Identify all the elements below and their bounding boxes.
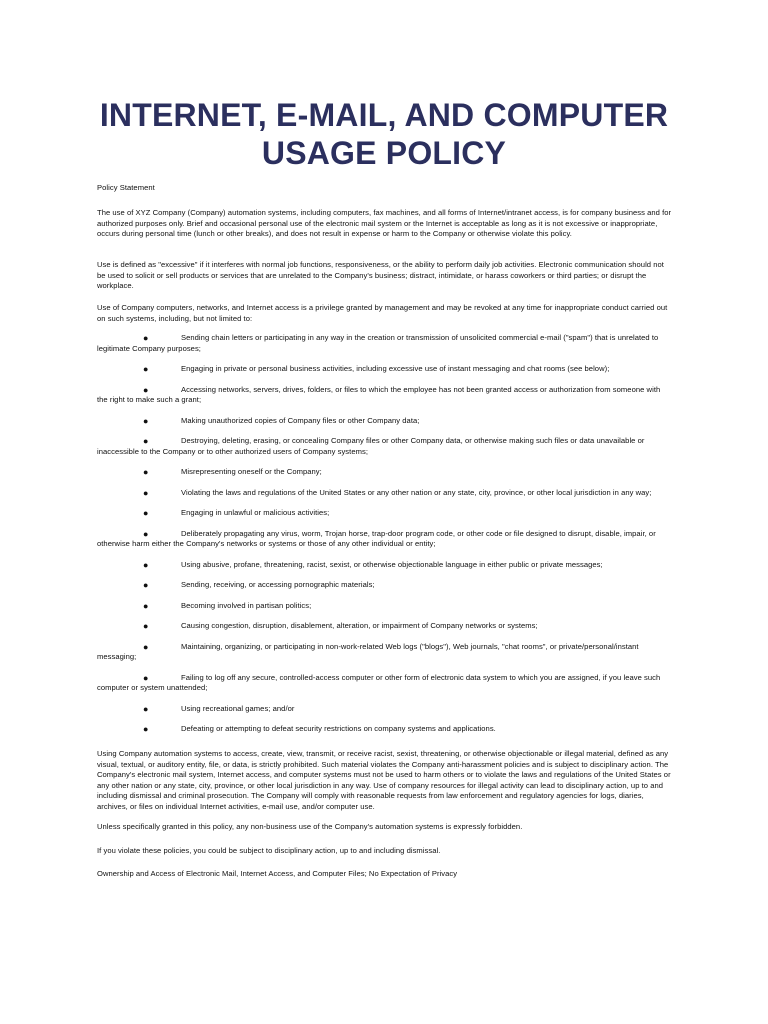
paragraph-5: Unless specifically granted in this policy, any non-business use of the Company's automation systems is expressly forbidden. [97,822,523,831]
bullet-icon: ● [143,600,149,611]
list-item-text: Using recreational games; and/or [181,703,295,713]
list-item [97,673,672,694]
list-item [97,364,672,375]
list-item-text: Maintaining, organizing, or participating in non-work-related Web logs ("blogs"), Web journals, "chat rooms", or private/personal/instant messaging; [97,641,639,662]
list-item [97,416,672,427]
list-item [97,642,672,663]
list-item-text: Accessing networks, servers, drives, folders, or files to which the employee has not been granted access or authorization from someone with the right to make such a grant; [97,384,661,405]
bullet-icon: ● [143,333,149,343]
list-item-text: Becoming involved in partisan politics; [181,600,312,610]
bullet-icon: ● [143,641,149,652]
bullet-icon: ● [143,528,149,539]
bullet-icon: ● [143,508,149,519]
section-heading-ownership: Ownership and Access of Electronic Mail, Internet Access, and Computer Files; No Expectation of Privacy [97,869,458,878]
list-item [97,488,672,499]
bullet-icon: ● [143,364,149,375]
list-item-text: Failing to log off any secure, controlled-access computer or other form of electronic data system to which you are assigned, if you leave such computer or system unattended; [97,672,661,693]
list-item [97,529,672,550]
policy-statement-heading: Policy Statement [97,183,155,192]
list-item-text: Causing congestion, disruption, disablement, alteration, or impairment of Company networks or systems; [181,621,538,631]
list-item-text: Sending chain letters or participating in any way in the creation or transmission of unsolicited commercial e-mail ("spam") that is unrelated to legitimate Company purposes; [97,333,659,353]
list-item [97,724,672,735]
list-item [97,704,672,715]
bullet-icon: ● [143,559,149,570]
bullet-icon: ● [143,487,149,498]
list-item [97,436,672,457]
bullet-icon: ● [143,384,149,395]
bullet-icon: ● [143,436,149,447]
document-title [60,96,708,172]
bullet-icon: ● [143,703,149,714]
paragraph-3: Use of Company computers, networks, and Internet access is a privilege granted by management and may be revoked at any time for inappropriate conduct carried out on such systems, including, but not limited to: [97,303,668,323]
list-item-text: Defeating or attempting to defeat security restrictions on company systems and applications. [181,724,496,734]
title-line-1: INTERNET, E-MAIL, AND COMPUTER [99,97,669,133]
bullet-icon: ● [143,672,149,683]
paragraph-2: Use is defined as "excessive" if it interferes with normal job functions, responsiveness, or the ability to perform daily job activities. Electronic communication should not be used to solicit or sell products or services that are unrelated to the Company's business; distract, intimidate, or harass coworkers or third parties; or disrupt the workplace. [97,260,664,291]
list-item-text: Deliberately propagating any virus, worm, Trojan horse, trap-door program code, or other code or file designed to disrupt, disable, impair, or otherwise harm either the Company's networks or systems or those of any other individual or entity; [97,528,656,549]
bullet-icon: ● [143,467,149,478]
bullet-icon: ● [143,724,149,735]
bullet-icon: ● [143,580,149,591]
paragraph-4: Using Company automation systems to access, create, view, transmit, or receive racist, sexist, threatening, or otherwise objectionable or illegal material, defined as any visual, textual, or auditory entity, file, or data, is strictly prohibited. Such material violates the Company anti-harassment policies and is subject to disciplinary action. The Company's electronic mail system, Internet access, and computer systems must not be used to harm others or to violate the laws and regulations of the United States or any other nation or any state, city, province, or other local jurisdiction in any way. Use of company resources for illegal activity can lead to disciplinary action, up to and including dismissal and criminal prosecution. The Company will comply with reasonable requests from law enforcement and regulatory agencies for logs, diaries, archives, or files on individual Internet activities, e-mail use, and/or computer use. [97,749,671,811]
list-item [97,621,672,632]
list-item-text: Engaging in unlawful or malicious activities; [181,508,330,518]
list-item-text: Sending, receiving, or accessing pornographic materials; [181,580,375,590]
bullet-icon: ● [143,415,149,426]
list-item-text: Violating the laws and regulations of the United States or any other nation or any state, city, province, or other local jurisdiction in any way; [181,487,652,497]
title-line-2: USAGE POLICY [261,135,507,171]
list-item [97,560,672,571]
list-item [97,580,672,591]
list-item [97,508,672,519]
list-item [97,385,672,406]
list-item [97,467,672,478]
list-item-text: Misrepresenting oneself or the Company; [181,467,322,477]
list-item [97,333,672,354]
bullet-list [97,333,672,745]
list-item-text: Using abusive, profane, threatening, racist, sexist, or otherwise objectionable language in either public or private messages; [181,559,603,569]
list-item-text: Making unauthorized copies of Company files or other Company data; [181,415,420,425]
bullet-icon: ● [143,621,149,632]
list-item-text: Engaging in private or personal business activities, including excessive use of instant messaging and chat rooms (see below); [181,364,610,374]
paragraph-6: If you violate these policies, you could be subject to disciplinary action, up to and including dismissal. [97,846,441,855]
list-item [97,601,672,612]
paragraph-1: The use of XYZ Company (Company) automation systems, including computers, fax machines, and all forms of Internet/intranet access, is for company business and for authorized purposes only. Brief and occasional personal use of the electronic mail system or the Internet is acceptable as long as it is not excessive or inappropriate, occurs during personal time (lunch or other breaks), and does not result in expense or harm to the Company or otherwise violate this policy. [97,208,672,239]
list-item-text: Destroying, deleting, erasing, or concealing Company files or other Company data, or otherwise making such files or data unavailable or inaccessible to the Company or to other authorized users of Company systems; [97,436,645,456]
